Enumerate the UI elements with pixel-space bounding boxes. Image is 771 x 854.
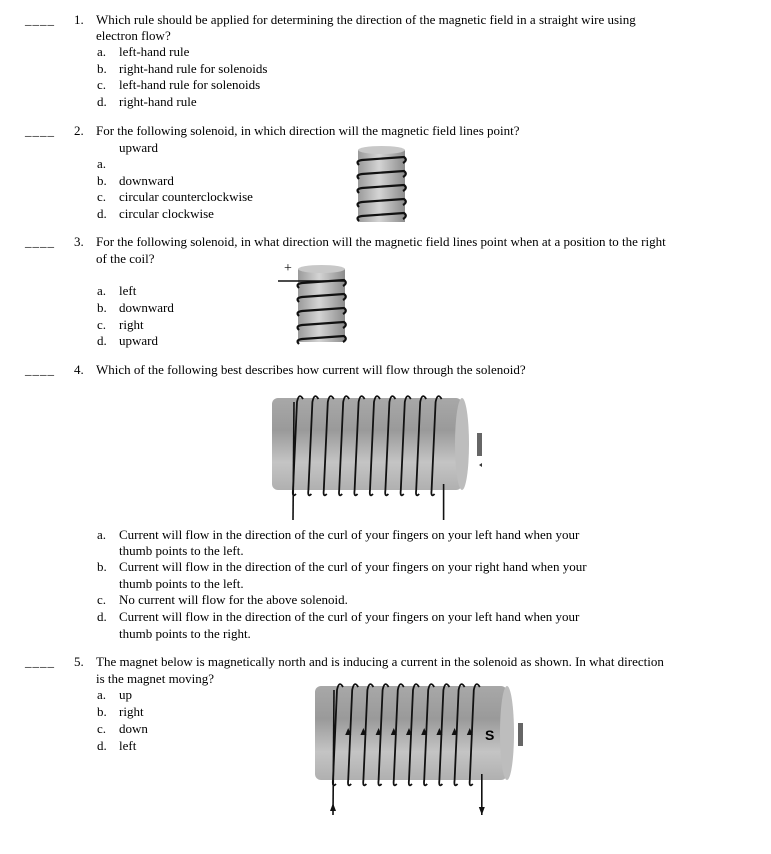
option-letter: c. xyxy=(97,721,107,736)
option-letter: a. xyxy=(97,156,107,171)
option-text: circular clockwise xyxy=(119,206,214,221)
question-text: is the magnet moving? xyxy=(96,671,215,686)
option-letter: d. xyxy=(97,738,107,753)
option-letter: b. xyxy=(97,704,107,719)
option-text: circular counterclockwise xyxy=(119,189,253,204)
option-text: left-hand rule for solenoids xyxy=(119,77,261,92)
option-text: right xyxy=(119,704,144,719)
positive-terminal-label: + xyxy=(284,261,292,276)
arrow-icon xyxy=(479,463,482,467)
lead-wire xyxy=(333,690,334,815)
vertical-solenoid-q2 xyxy=(358,146,406,222)
option-text: Current will flow in the direction of the curl of your fingers on your left hand when your xyxy=(119,609,580,624)
option-text: left xyxy=(119,738,137,753)
option-text: downward xyxy=(119,300,174,315)
vertical-solenoid-q3 xyxy=(278,265,346,344)
option-letter: b. xyxy=(97,173,107,188)
horizontal-solenoid-q5 xyxy=(315,684,523,815)
option-text: upward xyxy=(119,140,158,155)
option-letter: a. xyxy=(97,687,107,702)
question-number: 3. xyxy=(74,234,84,249)
question-text: Which of the following best describes how current will flow through the solenoid? xyxy=(96,362,526,377)
option-letter: a. xyxy=(97,44,107,59)
question-text: of the coil? xyxy=(96,251,155,266)
option-text: thumb points to the left. xyxy=(119,543,244,558)
option-letter: d. xyxy=(97,609,107,624)
magnet-south-pole-label: S xyxy=(485,727,495,743)
option-letter: d. xyxy=(97,333,107,348)
option-letter: b. xyxy=(97,559,107,574)
option-text: thumb points to the right. xyxy=(119,626,251,641)
option-letter: c. xyxy=(97,77,107,92)
option-text: up xyxy=(119,687,132,702)
lead-wire xyxy=(293,402,294,520)
answer-blank-1[interactable]: ____ xyxy=(25,12,55,27)
answer-blank-4[interactable]: ____ xyxy=(25,362,55,377)
option-text: left-hand rule xyxy=(119,44,190,59)
option-text: No current will flow for the above solenoid. xyxy=(119,592,348,607)
question-number: 5. xyxy=(74,654,84,669)
question-text: electron flow? xyxy=(96,28,171,43)
answer-blank-5[interactable]: ____ xyxy=(25,654,55,669)
option-text: right-hand rule for solenoids xyxy=(119,61,268,76)
option-letter: d. xyxy=(97,206,107,221)
question-number: 2. xyxy=(74,123,84,138)
option-text: downward xyxy=(119,173,174,188)
current-arrow-icon xyxy=(479,807,485,815)
question-number: 4. xyxy=(74,362,84,377)
current-arrow-icon xyxy=(330,803,336,811)
option-letter: a. xyxy=(97,283,107,298)
question-number: 1. xyxy=(74,12,84,27)
option-letter: d. xyxy=(97,94,107,109)
option-letter: a. xyxy=(97,527,107,542)
horizontal-solenoid-q4 xyxy=(272,396,482,520)
option-text: thumb points to the left. xyxy=(119,576,244,591)
option-letter: c. xyxy=(97,592,107,607)
magnet-bar xyxy=(518,723,523,746)
option-text: Current will flow in the direction of the curl of your fingers on your right hand when your xyxy=(119,559,587,574)
option-text: down xyxy=(119,721,148,736)
option-letter: b. xyxy=(97,61,107,76)
option-letter: c. xyxy=(97,189,107,204)
question-text: Which rule should be applied for determining the direction of the magnetic field in a straight wire using xyxy=(96,12,636,27)
option-text: Current will flow in the direction of the curl of your fingers on your left hand when your xyxy=(119,527,580,542)
option-text: right-hand rule xyxy=(119,94,197,109)
answer-blank-3[interactable]: ____ xyxy=(25,234,55,249)
answer-blank-2[interactable]: ____ xyxy=(25,123,55,138)
option-letter: c. xyxy=(97,317,107,332)
question-text: The magnet below is magnetically north and is inducing a current in the solenoid as shown. In what direction xyxy=(96,654,664,669)
option-letter: b. xyxy=(97,300,107,315)
question-text: For the following solenoid, in what direction will the magnetic field lines point when at a position to the right xyxy=(96,234,666,249)
option-text: left xyxy=(119,283,137,298)
option-text: upward xyxy=(119,333,158,348)
question-text: For the following solenoid, in which direction will the magnetic field lines point? xyxy=(96,123,520,138)
option-text: right xyxy=(119,317,144,332)
magnet-bar xyxy=(477,433,482,456)
